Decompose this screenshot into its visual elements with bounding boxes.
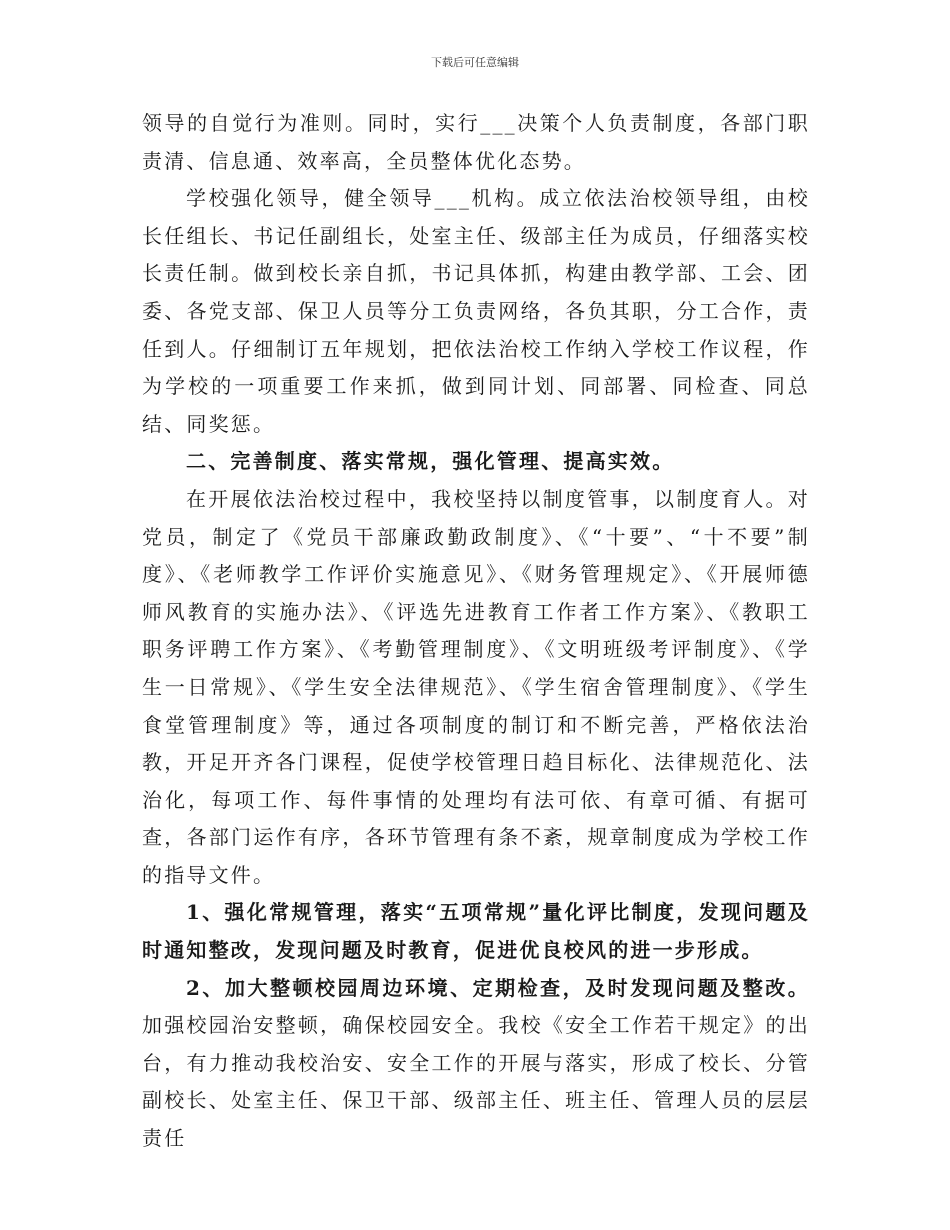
- paragraph-1: 领导的自觉行为准则。同时，实行___决策个人负责制度，各部门职责清、信息通、效率高，全员整体优化态势。: [142, 111, 810, 173]
- paragraph-2: 学校强化领导，健全领导___机构。成立依法治校领导组，由校长任组长、书记任副组长，处室主任、级部主任为成员，仔细落实校长责任制。做到校长亲自抓，书记具体抓，构建由教学部、工会、团委、各党支部、保卫人员等分工负责网络，各负其职，分工合作，责任到人。仔细制订五年规划，把依法治校工作纳入学校工作议程，作为学校的一项重要工作来抓，做到同计划、同部署、同检查、同总结、同奖惩。: [142, 186, 810, 436]
- paragraph-3: 在开展依法治校过程中，我校坚持以制度管事，以制度育人。对党员，制定了《党员干部廉政勤政制度》、《“十要”、“十不要”制度》、《老师教学工作评价实施意见》、《财务管理规定》、《开展师德师风教育的实施办法》、《评选先进教育工作者工作方案》、《教职工职务评聘工作方案》、《考勤管理制度》、《文明班级考评制度》、《学生一日常规》、《学生安全法律规范》、《学生宿舍管理制度》、《学生食堂管理制度》等，通过各项制度的制订和不断完善，严格依法治教，开足开齐各门课程，促使学校管理日趋目标化、法律规范化、法治化，每项工作、每件事情的处理均有法可依、有章可循、有据可查，各部门运作有序，各环节管理有条不紊，规章制度成为学校工作的指导文件。: [142, 486, 810, 887]
- section-heading-2: 二、完善制度、落实常规，强化管理、提高实效。: [186, 449, 675, 474]
- item-heading-1: 1、强化常规管理，落实“五项常规”量化评比制度，发现问题及时通知整改，发现问题及时教育，促进优良校风的进一步形成。: [142, 900, 810, 963]
- paragraph-item-2: [142, 970, 810, 1158]
- page-header-note: 下载后可任意编辑: [431, 56, 519, 69]
- item-2-text: 加强校园治安整顿，确保校园安全。我校《安全工作若干规定》的出台，有力推动我校治安、安全工作的开展与落实，形成了校长、分管副校长、处室主任、保卫干部、级部主任、班主任、管理人员的层层责任: [142, 1013, 810, 1151]
- document-body: [142, 105, 810, 1158]
- item-heading-2: 2、加大整顿校园周边环境、定期检查，及时发现问题及整改。: [186, 975, 810, 1000]
